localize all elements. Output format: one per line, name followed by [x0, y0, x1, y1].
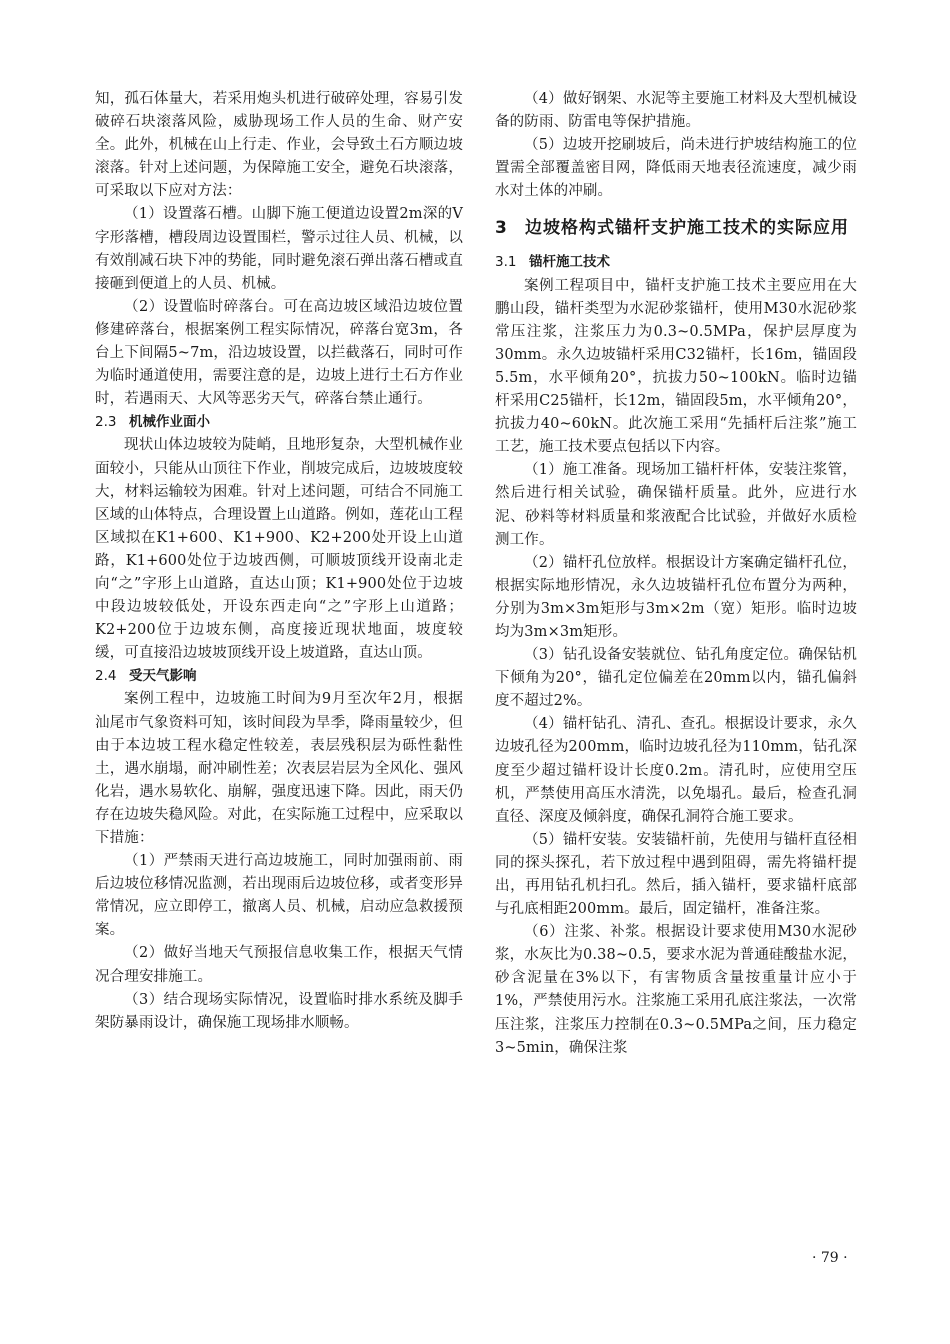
paragraph-weather-measure-1: （1）严禁雨天进行高边坡施工，同时加强雨前、雨后边坡位移情况监测，若出现雨后边坡位移，或者变形异常情况，应立即停工，撤离人员、机械，启动应急救援预案。: [95, 853, 463, 939]
section-heading-3: [495, 215, 857, 241]
paragraph-rockfall-trench: （1）设置落石槽。山脚下施工便道边设置2m深的V字形落槽，槽段周边设置围栏，警示过往人员、机械，以有效削减石块下冲的势能，同时避免滚石弹出落石槽或直接砸到便道上的人员、机械。: [95, 206, 463, 292]
paragraph-debris-platform: （2）设置临时碎落台。可在高边坡区域沿边坡位置修建碎落台，根据案例工程实际情况，碎落台宽3m，各台上下间隔5~7m，沿边坡设置，以拦截落石，同时可作为临时通道使用，需要注意的是，边坡上进行土石方作业时，若遇雨天、大风等恶劣天气，碎落台禁止通行。: [95, 298, 463, 408]
section-title: 机械作业面小: [129, 414, 210, 431]
section-number: 2.4: [95, 668, 117, 685]
section-heading-2-3: [95, 411, 463, 434]
section-title: 边坡格构式锚杆支护施工技术的实际应用: [525, 218, 849, 239]
paragraph-step-2: （2）锚杆孔位放样。根据设计方案确定锚杆孔位，根据实际地形情况，永久边坡锚杆孔位布置分为两种，分别为3m×3m矩形与3m×2m（宽）矩形。临时边坡均为3m×3m矩形。: [495, 554, 857, 640]
paragraph-weather-measure-2: （2）做好当地天气预报信息收集工作，根据天气情况合理安排施工。: [95, 945, 463, 985]
paragraph-machine-workspace: 现状山体边坡较为陡峭，且地形复杂，大型机械作业面较小，只能从山顶往下作业，削坡完成后，边坡坡度较大，材料运输较为困难。针对上述问题，可结合不同施工区域的山体特点，合理设置上山道路。例如，莲花山工程区域拟在K1+600、K1+900、K2+200处开设上山道路，K1+600处位于边坡西侧，可顺坡顶线开设南北走向“之”字形上山道路，直达山顶；K1+900处位于边坡中段边坡较低处，开设东西走向“之”字形上山道路；K2+200位于边坡东侧，高度接近现状地面，坡度较缓，可直接沿边坡坡顶线开设上坡道路，直达山顶。: [95, 437, 463, 662]
section-heading-2-4: [95, 665, 463, 688]
paragraph-step-3: （3）钻孔设备安装就位、钻孔角度定位。确保钻机下倾角为20°，锚孔定位偏差在20mm以内，锚孔偏斜度不超过2%。: [495, 647, 857, 710]
paragraph-weather-measure-5: （5）边坡开挖刷坡后，尚未进行护坡结构施工的位置需全部覆盖密目网，降低雨天地表径流速度，减少雨水对土体的冲刷。: [495, 137, 857, 200]
section-title: 锚杆施工技术: [529, 254, 610, 271]
section-number: 3.1: [495, 254, 517, 271]
right-column: [495, 88, 857, 1060]
paragraph-anchor-overview: 案例工程项目中，锚杆支护施工技术主要应用在大鹏山段，锚杆类型为水泥砂浆锚杆，使用M30水泥砂浆常压注浆，注浆压力为0.3~0.5MPa，保护层厚度为30mm。永久边坡锚杆采用C32锚杆，长16m，锚固段5.5m，水平倾角20°，抗拔力50~100kN。临时边锚杆采用C25锚杆，长12m，锚固段5m，水平倾角20°，抗拔力40~60kN。此次施工采用“先插杆后注浆”施工工艺，施工技术要点包括以下内容。: [495, 277, 857, 456]
paragraph-weather-measure-3: （3）结合现场实际情况，设置临时排水系统及脚手架防暴雨设计，确保施工现场排水顺畅。: [95, 991, 463, 1031]
paragraph-weather: 案例工程中，边坡施工时间为9月至次年2月，根据汕尾市气象资料可知，该时间段为旱季，降雨量较少，但由于本边坡工程水稳定性较差，表层残积层为砾性黏性土，遇水崩塌，耐冲刷性差；次表层岩层为全风化、强风化岩，遇水易软化、崩解，强度迅速下降。因此，雨天仍存在边坡失稳风险。对此，在实际施工过程中，应采取以下措施：: [95, 691, 463, 846]
section-title: 受天气影响: [129, 668, 197, 685]
section-heading-3-1: [495, 251, 857, 274]
section-number: 3: [495, 218, 508, 239]
paragraph-step-1: （1）施工准备。现场加工锚杆杆体，安装注浆管，然后进行相关试验，确保锚杆质量。此外，应进行水泥、砂料等材料质量和浆液配合比试验，并做好水质检测工作。: [495, 462, 857, 548]
paragraph-continued: 知，孤石体量大，若采用炮头机进行破碎处理，容易引发破碎石块滚落风险，威胁现场工作人员的生命、财产安全。此外，机械在山上行走、作业，会导致土石方顺边坡滚落。针对上述问题，为保障施工安全，避免石块滚落，可采取以下应对方法：: [95, 91, 463, 200]
paragraph-step-6: （6）注浆、补浆。根据设计要求使用M30水泥砂浆，水灰比为0.38~0.5，要求水泥为普通硅酸盐水泥，砂含泥量在3%以下，有害物质含量按重量计应小于1%，严禁使用污水。注浆施工采用孔底注浆法，一次常压注浆，注浆压力控制在0.3~0.5MPa之间，压力稳定3~5min，确保注浆: [495, 924, 857, 1056]
paragraph-step-5: （5）锚杆安装。安装锚杆前，先使用与锚杆直径相同的探头探孔，若下放过程中遇到阻碍，需先将锚杆提出，再用钻孔机扫孔。然后，插入锚杆，要求锚杆底部与孔底相距200mm。最后，固定锚杆，准备注浆。: [495, 831, 857, 918]
paragraph-weather-measure-4: （4）做好钢架、水泥等主要施工材料及大型机械设备的防雨、防雷电等保护措施。: [495, 91, 857, 131]
left-column: [95, 88, 463, 1035]
page-number: · 79 ·: [812, 1250, 848, 1266]
paragraph-step-4: （4）锚杆钻孔、清孔、查孔。根据设计要求，永久边坡孔径为200mm，临时边坡孔径为110mm，钻孔深度至少超过锚杆设计长度0.2m。清孔时，应使用空压机，严禁使用高压水清洗，以免塌孔。最后，检查孔洞直径、深度及倾斜度，确保孔洞符合施工要求。: [495, 716, 857, 825]
section-number: 2.3: [95, 414, 117, 431]
